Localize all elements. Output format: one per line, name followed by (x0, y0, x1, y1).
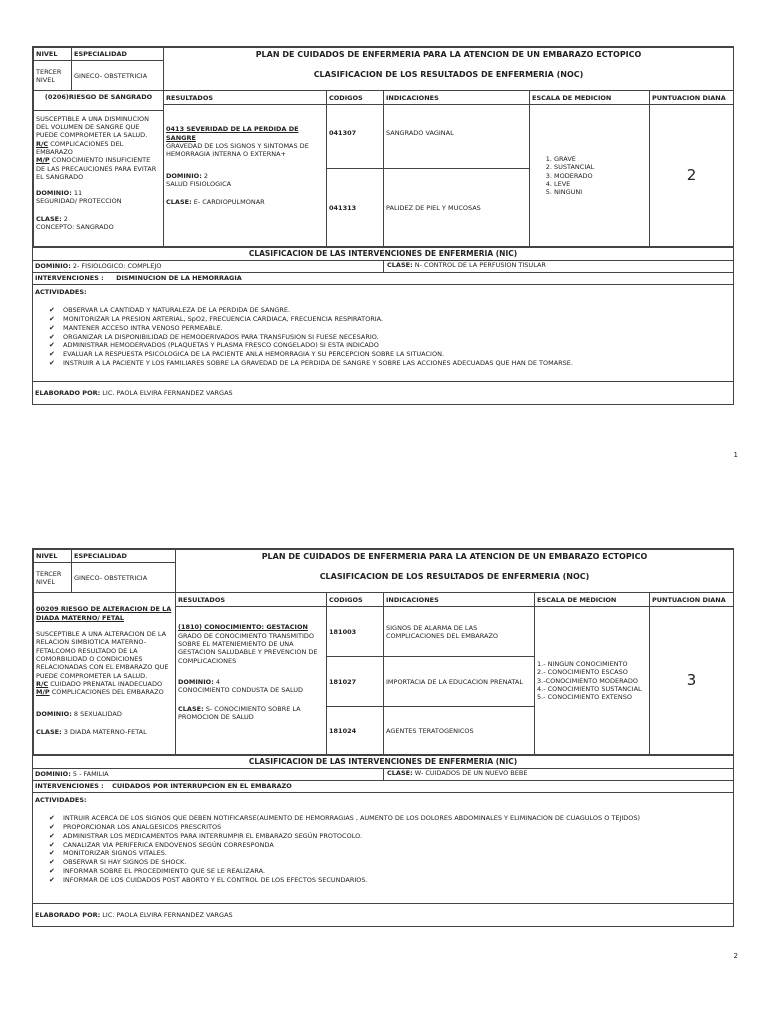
resultado-dominio-name: CONOCIMIENTO CONDUSTA DE SALUD (178, 686, 304, 695)
mp-label: M/P (36, 156, 50, 165)
scale-cell (535, 607, 650, 755)
scale-list (532, 155, 647, 197)
actividades-section (33, 284, 733, 381)
nivel-value: TERCER NIVEL (34, 61, 72, 91)
nic-dominio-row (33, 260, 733, 272)
actividad-item: ✔ ADMINISTRAR HEMODERVADOS (PLAQUETAS Y PLASMA FRESCO CONGELADO) SI ESTA INDICADO (49, 341, 379, 350)
actividad-item: ✔ PROPORCIONAR LOS ANALGESICOS PRESCRITOS (49, 822, 222, 831)
col-resultados: RESULTADOS (176, 593, 327, 607)
actividad-item: ✔ CANALIZAR VIA PERIFERICA ENDOVENOS SEGÚN CORRESPONDA (49, 840, 274, 849)
resultado-text: GRADO DE CONOCIMIENTO TRANSMITIDO SOBRE EL MATENIEMIENTO DE UNA GESTACION SALUDABLE Y PREVENCION DE COMPLICACIONES (178, 631, 318, 665)
nic-dominio-label: DOMINIO: (35, 769, 71, 778)
concepto: CONCEPTO: SANGRADO (36, 223, 114, 232)
actividades-list (35, 306, 731, 367)
intervenciones-label: INTERVENCIONES : (35, 781, 104, 790)
resultado-dominio-value: 2 (203, 171, 209, 180)
intervenciones-row (33, 780, 733, 792)
especialidad-value: GINECO- OBSTETRICIA (72, 61, 164, 91)
col-resultados: RESULTADOS (164, 91, 327, 105)
intervenciones-value: CUIDADOS POR INTERRUPCION EN EL EMBARAZO (112, 781, 292, 790)
clase-label: CLASE: (36, 727, 62, 736)
actividades-section (33, 792, 733, 903)
scale-item: 1. GRAVE (554, 155, 647, 163)
dominio-label: DOMINIO: (36, 710, 72, 719)
actividades-list (35, 814, 731, 884)
diagnosis-title: 00209 RIESGO DE ALTERACION DE LA DIADA MATERNO/ FETAL (36, 605, 172, 622)
scale-cell (530, 105, 650, 247)
col-indicaciones: INDICACIONES (384, 593, 535, 607)
nivel-label: NIVEL (34, 48, 72, 61)
noc-title: CLASIFICACION DE LOS RESULTADOS DE ENFERMERIA (NOC) (319, 572, 590, 582)
col-codigos: CODIGOS (327, 91, 384, 105)
care-plan-1 (32, 46, 734, 405)
nic-clase-label: CLASE: (387, 260, 413, 269)
rc-text: COMPLICACIONES DEL EMBARAZO (36, 139, 124, 156)
noc-table (33, 47, 734, 247)
target-score: 2 (650, 105, 734, 247)
scale-item: 5.- CONOCIMIENTO EXTENSO (537, 693, 632, 702)
diagnosis-cell (34, 593, 176, 755)
plan-title: PLAN DE CUIDADOS DE ENFERMERIA PARA LA ATENCION DE UN EMBARAZO ECTOPICO (255, 50, 642, 59)
intervenciones-label: INTERVENCIONES : (35, 273, 104, 282)
intervenciones-value: DISMINUCION DE LA HEMORRAGIA (116, 273, 242, 282)
intervenciones-row (33, 272, 733, 284)
scale-item: 1.- NINGUN CONOCIMIENTO (537, 660, 628, 669)
actividad-item: ✔ OBSERVAR LA CANTIDAD Y NATURALEZA DE LA PERDIDA DE SANGRE. (49, 306, 291, 315)
nic-clase-value: N- CONTROL DE LA PERFUSION TISULAR (414, 260, 546, 269)
actividad-item: ✔ MONITORIZAR SIGNOS VITALES. (49, 849, 167, 858)
elaborado-label: ELABORADO POR: (35, 910, 101, 919)
nic-title: CLASIFICACION DE LAS INTERVENCIONES DE ENFERMERIA (NIC) (33, 755, 733, 768)
check-icon: ✔ (49, 323, 55, 332)
actividad-item: ✔ INTRUIR ACERCA DE LOS SIGNOS QUE DEBEN NOTIFICARSE(AUMENTO DE HEMORRAGIAS , AUMENTO DE LOS DOLORES ABDOMINALES Y ELIMINACION DE CUAGULOS O TEJIDOS) (49, 814, 641, 823)
nic-clase (383, 261, 546, 272)
noc-table (33, 549, 734, 755)
scale-item: 2. SUSTANCIAL (554, 163, 647, 171)
indicator-code: 181003 (327, 607, 384, 657)
plan-title: PLAN DE CUIDADOS DE ENFERMERIA PARA LA ATENCION DE UN EMBARAZO ECTOPICO (261, 552, 648, 561)
plan-title-cell (176, 550, 734, 593)
nic-dominio-label: DOMINIO: (35, 261, 71, 270)
elaborado-row (33, 381, 733, 404)
mp-text: COMPLICACIONES DEL EMBARAZO (51, 688, 164, 697)
check-icon: ✔ (49, 358, 55, 367)
scale-item: 3. MODERADO (554, 172, 647, 180)
nivel-value: TERCER NIVEL (34, 563, 72, 593)
nic-dominio-row (33, 768, 733, 780)
resultado-dominio-label: DOMINIO: (178, 677, 214, 686)
clase-label: CLASE: (36, 214, 62, 223)
check-icon: ✔ (49, 350, 55, 359)
page-number: 2 (733, 952, 738, 960)
resultado-dominio-label: DOMINIO: (166, 171, 202, 180)
indicator-code: 041313 (327, 169, 384, 247)
col-puntuacion: PUNTUACION DIANA (650, 593, 734, 607)
check-icon: ✔ (49, 822, 55, 831)
actividad-item: ✔ INFORMAR DE LOS CUIDADOS POST ABORTO Y EL CONTROL DE LOS EFECTOS SECUNDARIOS. (49, 875, 368, 884)
resultado-title: (1810) CONOCIMIENTO: GESTACION (178, 623, 308, 632)
col-indicaciones: INDICACIONES (384, 91, 530, 105)
plan-title-cell (164, 48, 734, 91)
dominio-value: 8 SEXUALIDAD (73, 710, 122, 719)
nic-clase (383, 769, 527, 780)
nic-clase-value: W- CUIDADOS DE UN NUEVO BEBE (414, 768, 528, 777)
check-icon: ✔ (49, 306, 55, 315)
nic-dominio-value: 2- FISIOLOGICO: COMPLEJO (72, 261, 162, 270)
actividades-label: ACTIVIDADES: (35, 287, 87, 296)
col-escala: ESCALA DE MEDICION (530, 91, 650, 105)
actividad-item: ✔ ADMINISTRAR LOS MEDICAMENTOS PARA INTERRUMPIR EL EMBARAZO SEGÚN PROTOCOLO. (49, 831, 363, 840)
indicator-code: 181024 (327, 707, 384, 755)
check-icon: ✔ (49, 831, 55, 840)
actividad-item: ✔ MANTENER ACCESO INTRA VENOSO PERMEABLE. (49, 323, 223, 332)
indicator-code: 041307 (327, 105, 384, 169)
indicator-text: IMPORTACIA DE LA EDUCACION PRENATAL (384, 657, 535, 707)
clase-value: 2 (63, 214, 68, 223)
target-score: 3 (650, 607, 734, 755)
nic-clase-label: CLASE: (387, 768, 413, 777)
col-puntuacion: PUNTUACION DIANA (650, 91, 734, 105)
indicator-text: PALIDEZ DE PIEL Y MUCOSAS (384, 169, 530, 247)
resultado-clase-label: CLASE: (178, 704, 204, 713)
check-icon: ✔ (49, 875, 55, 884)
check-icon: ✔ (49, 332, 55, 341)
resultado-clase-label: CLASE: (166, 198, 192, 207)
elaborado-row (33, 903, 733, 926)
resultado-cell (176, 607, 327, 755)
scale-item: 4. LEVE (554, 180, 647, 188)
actividad-item: ✔ MONITORIZAR LA PRESION ARTERIAL, SpO2, FRECUENCIA CARDIACA, FRECUENCIA RESPIRATORIA. (49, 314, 384, 323)
clase-value: 3 DIADA MATERNO-FETAL (63, 727, 147, 736)
resultado-clase-value: S- CONOCIMIENTO SOBRE LA PROMOCION DE SALUD (178, 704, 301, 721)
actividad-item: ✔ EVALUAR LA RESPUESTA PSICOLOGICA DE LA PACIENTE ANLA HEMORRAGIA Y SU PERCEPCION SOBRE LA SITUACION. (49, 350, 445, 359)
check-icon: ✔ (49, 849, 55, 858)
rc-label: R/C (36, 139, 49, 148)
dominio-name: SEGURIDAD/ PROTECCION (36, 197, 122, 206)
page-number: 1 (733, 451, 738, 459)
diagnosis-cell (34, 91, 164, 247)
actividad-item: ✔ INSTRUIR A LA PACIENTE Y LOS FAMILIARES SOBRE LA GRAVEDAD DE LA PERDIDA DE SANGRE Y SOBRE LAS ACCIONES ADECUADAS QUE HAN DE TOMARSE. (49, 358, 573, 367)
scale-item: 5. NINGUNI (554, 188, 647, 196)
nic-title: CLASIFICACION DE LAS INTERVENCIONES DE ENFERMERIA (NIC) (33, 247, 733, 260)
check-icon: ✔ (49, 866, 55, 875)
elaborado-value: LIC. PAOLA ELVIRA FERNANDEZ VARGAS (102, 910, 233, 919)
rc-label: R/C (36, 679, 49, 688)
rc-text: CUIDADO PRENATAL INADECUADO (50, 679, 163, 688)
especialidad-value: GINECO- OBSTETRICIA (72, 563, 176, 593)
mp-label: M/P (36, 688, 50, 697)
resultado-cell (164, 105, 327, 247)
scale-item: 4.- CONOCIMIENTO SUSTANCIAL (537, 684, 642, 693)
indicator-text: SANGRADO VAGINAL (384, 105, 530, 169)
mp-text: CONOCIMIENTO INSUFICIENTE DE LAS PRECAUCIONES PARA EVITAR EL SANGRADO (36, 156, 157, 181)
resultado-title: 0413 SEVERIDAD DE LA PERDIDA DE SANGRE (166, 125, 299, 142)
resultado-text: GRAVEDAD DE LOS SIGNOS Y SINTOMAS DE HEMORRAGIA INTERNA O EXTERNA+ (166, 141, 309, 159)
actividad-item: ✔ OBSERVAR SI HAY SIGNOS DE SHOCK. (49, 858, 187, 867)
elaborado-label: ELABORADO POR: (35, 388, 101, 397)
resultado-dominio-name: SALUD FISIOLOGICA (166, 179, 232, 188)
diagnosis-text: SUSCEPTIBLE A UNA ALTERACION DE LA RELACION SIMBIOTICA MATERNO-FETALCOMO RESULTADO DE LA COMORBILIDAD O CONDICIONES RELACIONADAS CON EL EMBARAZO QUE PUEDE COMPROMETER LA SALUD. (36, 629, 169, 680)
scale-item: 3.-CONOCIMIENTO MODERADO (537, 676, 638, 685)
scale-item: 2.- CONOCIMIENTO ESCASO (537, 668, 628, 677)
resultado-clase-value: E- CARDIOPULMONAR (193, 198, 265, 207)
actividades-label: ACTIVIDADES: (35, 795, 87, 804)
diagnosis-text: SUSCEPTIBLE A UNA DISMINUCION DEL VOLUMEN DE SANGRE QUE PUEDE COMPROMETER LA SALUD. (36, 114, 149, 140)
check-icon: ✔ (49, 858, 55, 867)
resultado-dominio-value: 4 (215, 677, 221, 686)
check-icon: ✔ (49, 314, 55, 323)
dominio-value: 11 (73, 189, 83, 198)
col-escala: ESCALA DE MEDICION (535, 593, 650, 607)
actividad-item: ✔ INFORMAR SOBRE EL PROCEDIMIENTO QUE SE LE REALIZARA. (49, 866, 266, 875)
dominio-label: DOMINIO: (36, 189, 72, 198)
nic-dominio-value: 5 - FAMILIA (72, 769, 109, 778)
elaborado-value: LIC. PAOLA ELVIRA FERNANDEZ VARGAS (102, 388, 233, 397)
check-icon: ✔ (49, 814, 55, 823)
check-icon: ✔ (49, 341, 55, 350)
noc-title: CLASIFICACION DE LOS RESULTADOS DE ENFERMERIA (NOC) (313, 70, 584, 80)
especialidad-label: ESPECIALIDAD (72, 48, 164, 61)
check-icon: ✔ (49, 840, 55, 849)
indicator-text: SIGNOS DE ALARMA DE LAS COMPLICACIONES DEL EMBARAZO (384, 607, 535, 657)
indicator-code: 181027 (327, 657, 384, 707)
care-plan-2 (32, 548, 734, 927)
especialidad-label: ESPECIALIDAD (72, 550, 176, 563)
indicator-text: AGENTES TERATOGENICOS (384, 707, 535, 755)
actividad-item: ✔ ORGANIZAR LA DISPONIBILIDAD DE HEMODERIVADOS PARA TRANSFUSION SI FUESE NECESARIO. (49, 332, 379, 341)
col-codigos: CODIGOS (327, 593, 384, 607)
diagnosis-title: (0206)RIESGO DE SANGRADO (44, 93, 153, 102)
nivel-label: NIVEL (34, 550, 72, 563)
